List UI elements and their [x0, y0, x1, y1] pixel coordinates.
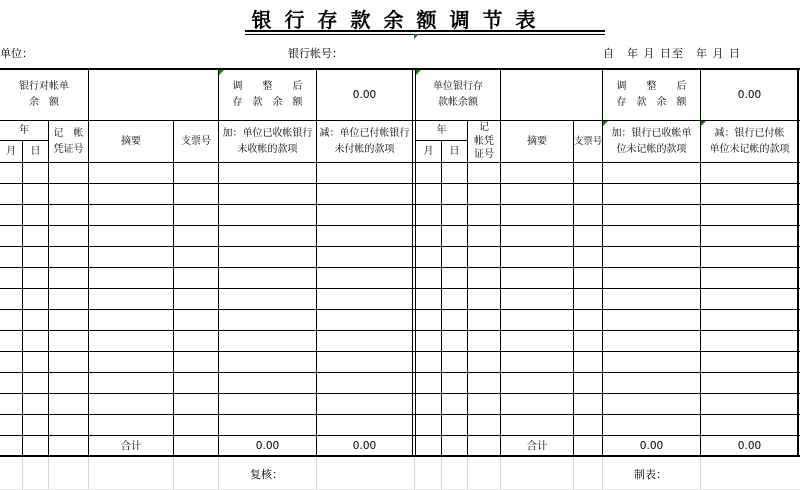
day-header-right: 日	[449, 145, 460, 157]
voucher-no-header-right: 记 帐凭 证号	[474, 122, 494, 161]
adjusted-balance-header-right: 调 整 后 存 款 余 额	[616, 81, 687, 108]
month-header: 月	[6, 145, 16, 157]
total-subtract-value[interactable]: 0.00	[352, 439, 377, 452]
check-no-header: 支票号	[181, 135, 211, 147]
adjusted-balance-value[interactable]: 0.00	[352, 88, 377, 101]
day-header: 日	[30, 145, 41, 157]
bank-account-label: 银行帐号：	[288, 47, 343, 60]
add-items-header-right: 加：银行已收帐单 位未记帐的款项	[611, 127, 692, 155]
check-no-header-right: 支票号	[573, 135, 603, 147]
page-title: 银行存款余额调节表	[251, 8, 549, 32]
adjusted-balance-header: 调 整 后 存 款 余 额	[232, 81, 303, 108]
summary-header-right: 摘要	[527, 135, 547, 147]
month-header-right: 月	[423, 145, 434, 157]
year-header: 年	[19, 124, 29, 136]
unit-bank-balance-header: 单位银行存 款帐余额	[433, 81, 483, 108]
reviewer-label: 复核：	[250, 468, 283, 481]
total-label: 合计	[120, 439, 142, 452]
total-add-value[interactable]: 0.00	[255, 439, 280, 452]
add-items-header: 加：单位已收帐银行 未收帐的款项	[222, 127, 313, 155]
total-add-value-right[interactable]: 0.00	[639, 439, 664, 452]
total-subtract-value-right[interactable]: 0.00	[737, 439, 762, 452]
summary-header: 摘要	[121, 135, 141, 147]
unit-label: 单位：	[0, 47, 33, 60]
subtract-items-header: 减：单位已付帐银行 未付帐的款项	[319, 127, 410, 155]
preparer-label: 制表：	[634, 468, 667, 481]
total-label-right: 合计	[526, 439, 548, 452]
bank-statement-balance-header: 银行对帐单 余 额	[19, 81, 69, 108]
period-label: 自 年 月 日至 年 月 日	[603, 47, 741, 60]
voucher-no-header: 记 帐 凭证号	[53, 127, 84, 155]
adjusted-balance-value-right[interactable]: 0.00	[737, 88, 762, 101]
year-header-right: 年	[436, 124, 447, 136]
subtract-items-header-right: 减：银行已付帐 单位未记帐的款项	[709, 127, 790, 155]
